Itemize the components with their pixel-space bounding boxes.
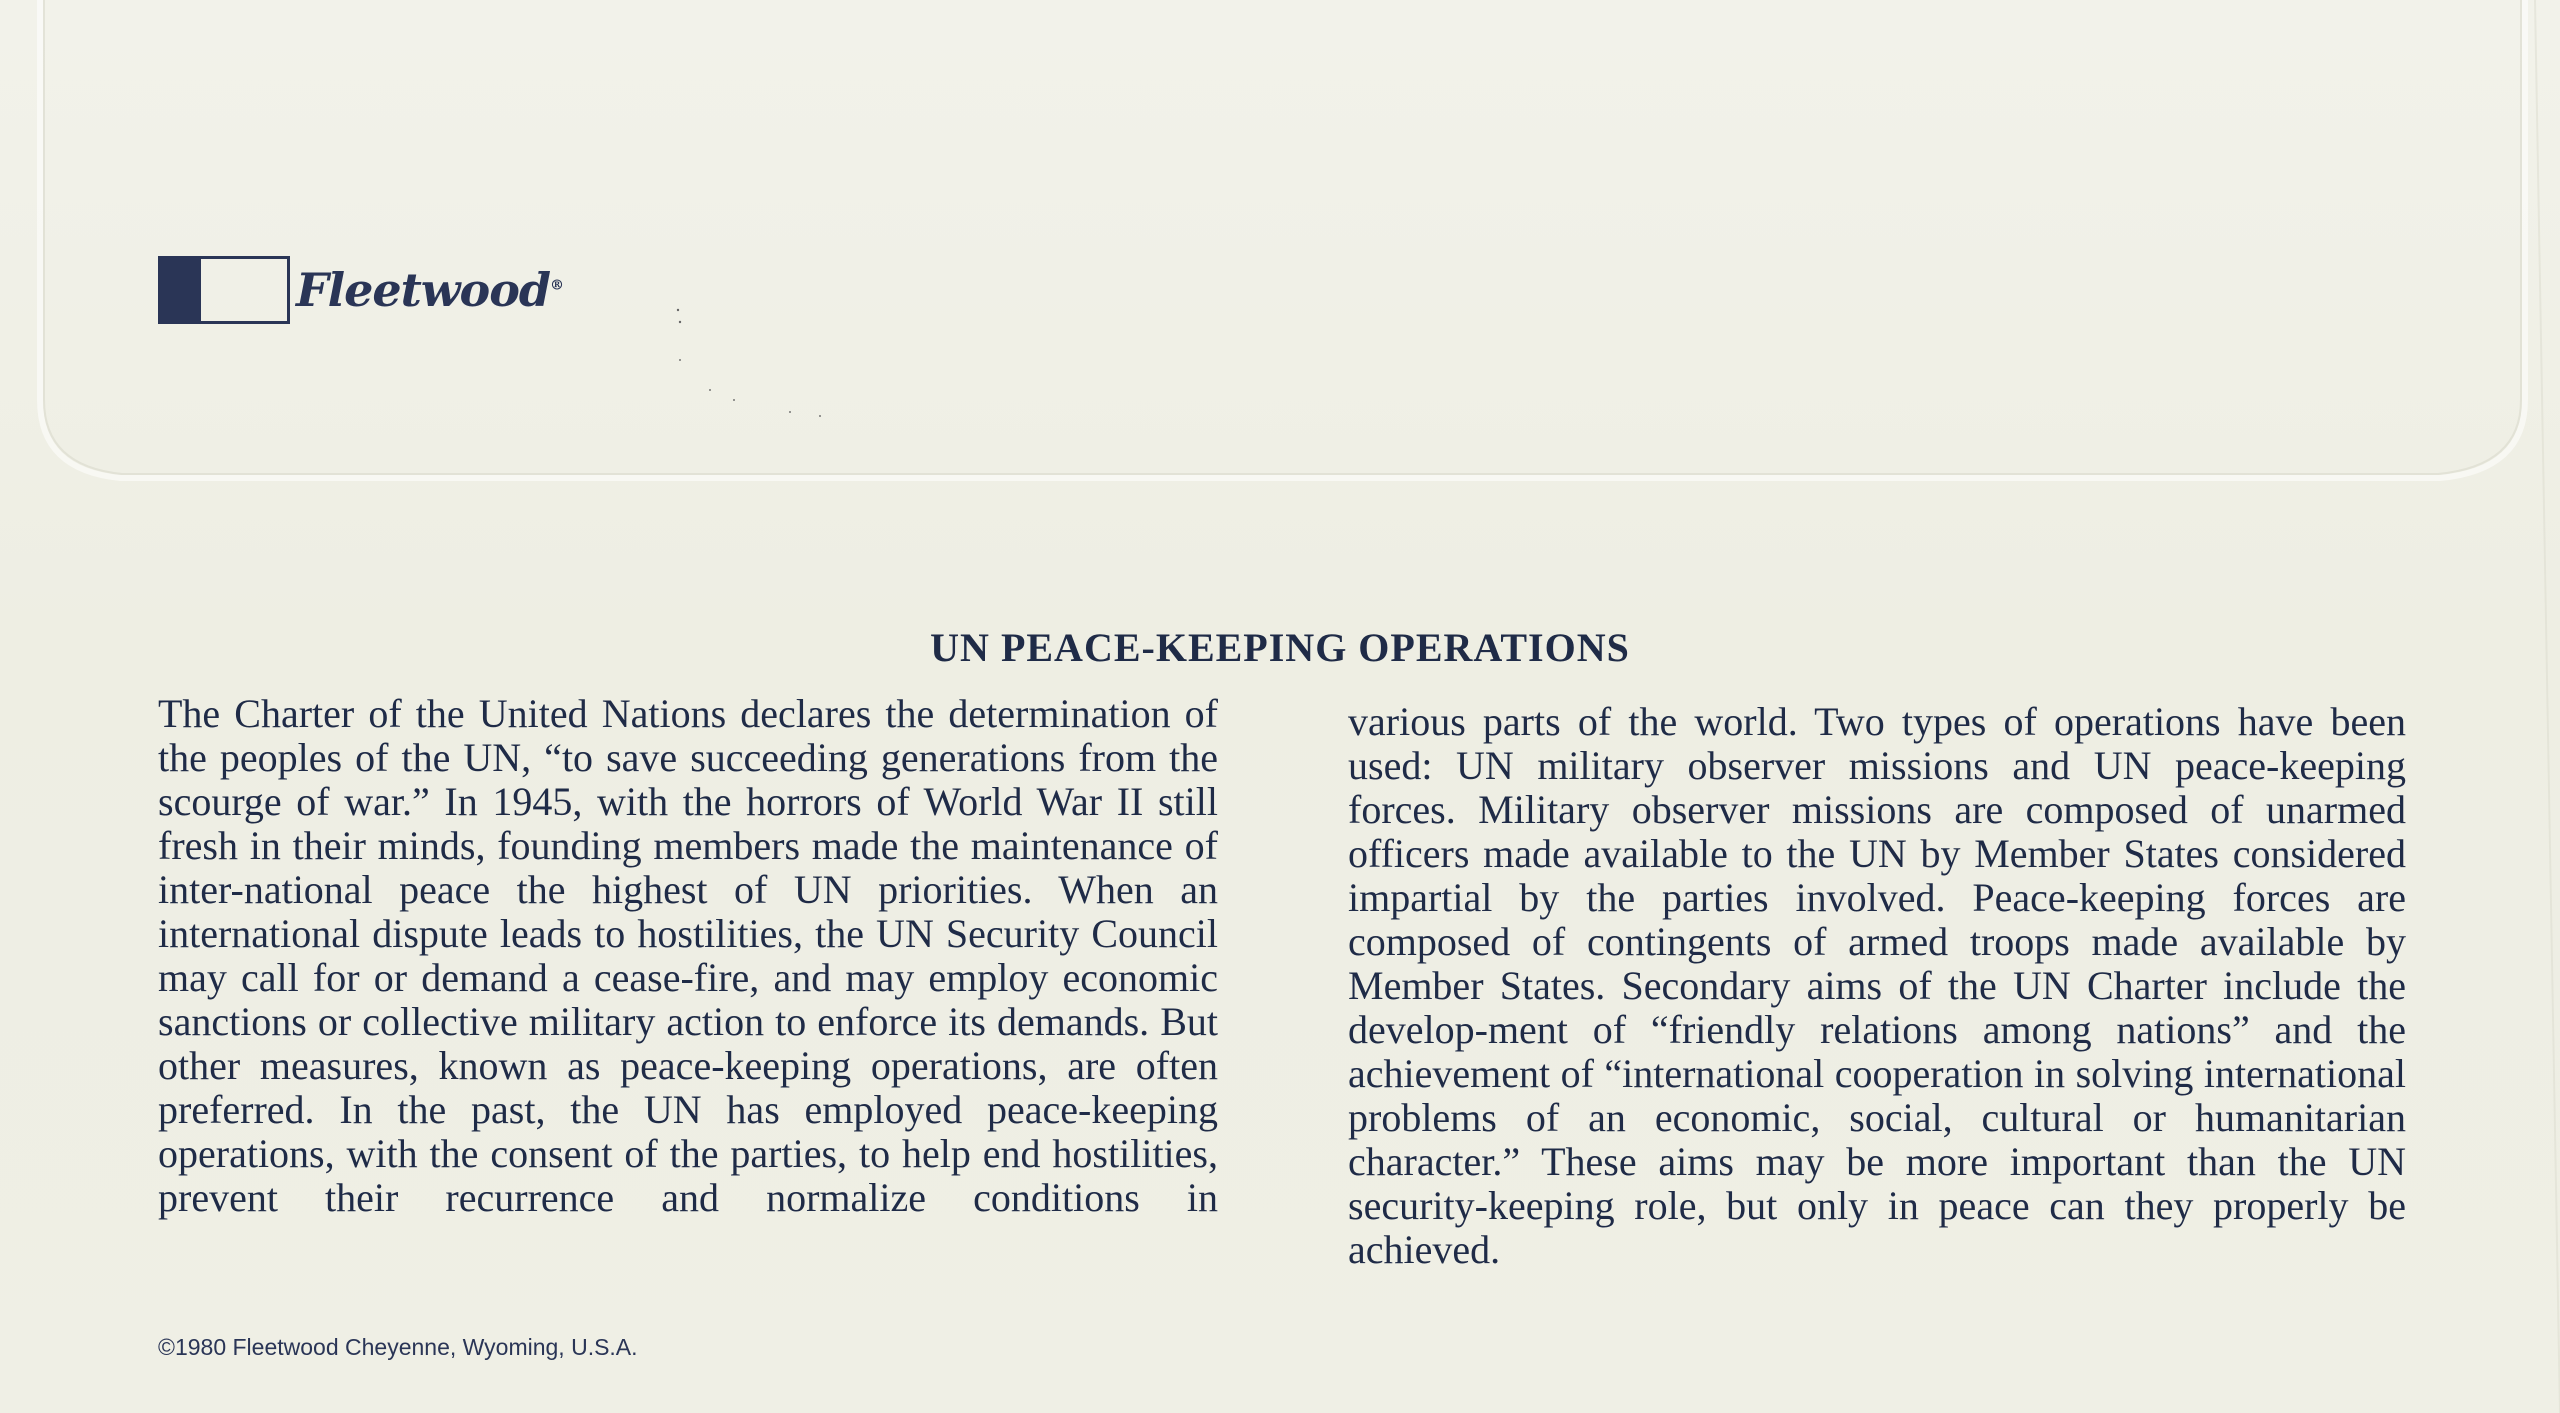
copyright-notice: ©1980 Fleetwood Cheyenne, Wyoming, U.S.A. — [158, 1334, 638, 1360]
page-title: UN PEACE-KEEPING OPERATIONS — [930, 625, 1630, 670]
logo-wordmark: Fleetwood® — [296, 263, 564, 317]
paper-specks — [670, 300, 870, 440]
left-paragraph: The Charter of the United Nations declares the determination of the peoples of the UN, “to save succeeding generations from the scourge of war.” In 1945, with the horrors of World War II still fresh in their minds, founding members made the maintenance of inter-national peace the highest of UN priorities. When an international dispute leads to hostilities, the UN Security Council may call for or demand a cease-fire, and may employ economic sanctions or collective military action to enforce its demands. But other measures, known as peace-keeping operations, are often preferred. In the past, the UN has employed peace-keeping operations, with the consent of the parties, to help end hostilities, prevent their recurrence and normalize conditions in — [158, 691, 1218, 1220]
right-paragraph: various parts of the world. Two types of operations have been used: UN military observer missions and UN peace-keeping forces. Military observer missions are composed of unarmed officers made available to the UN by Member States considered impartial by the parties involved. Peace-keeping forces are composed of contingents of armed troops made available by Member States. Secondary aims of the UN Charter include the develop-ment of “friendly relations among nations” and the achievement of “international cooperation in solving international problems of an economic, social, cultural or humanitarian character.” These aims may be more important than the UN security-keeping role, but only in peace can they properly be achieved. — [1348, 699, 2406, 1272]
fleetwood-logo — [158, 256, 563, 324]
right-text-column — [1348, 700, 2406, 1272]
logo-box-icon — [158, 256, 290, 324]
left-text-column — [158, 692, 1218, 1220]
